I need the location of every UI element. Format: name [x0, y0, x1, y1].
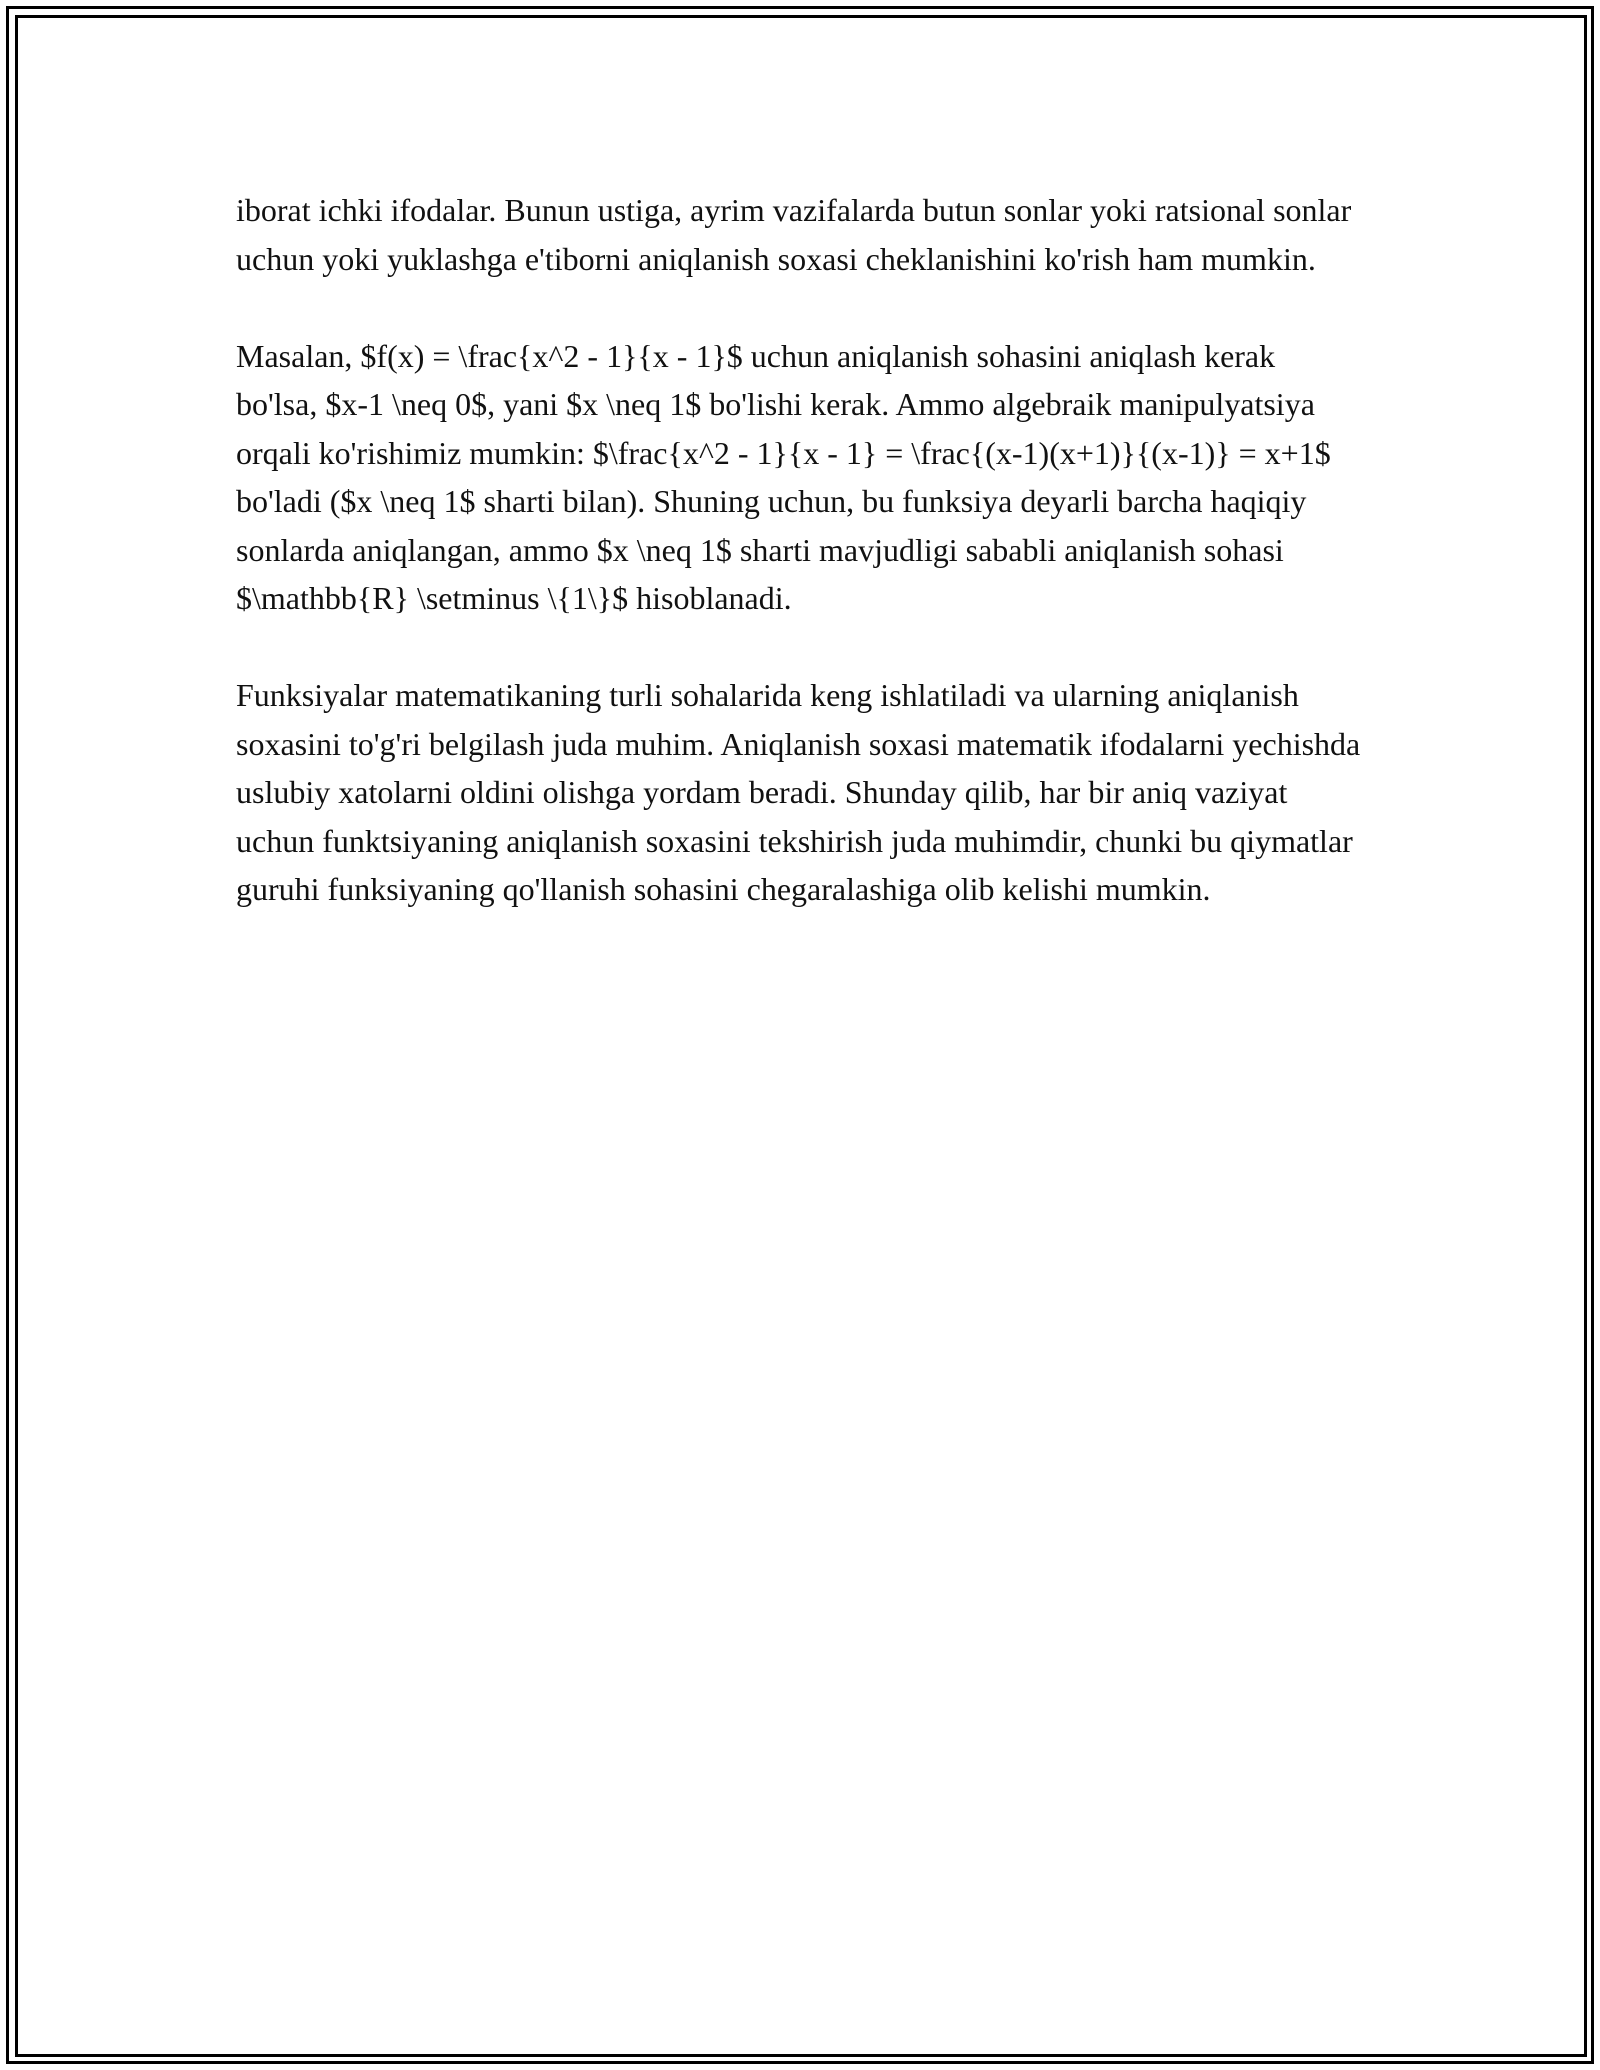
paragraph-1: iborat ichki ifodalar. Bunun ustiga, ayrim vazifalarda butun sonlar yoki ratsional sonlar uchun yoki yuklashga e'tiborni aniqlanish soxasi cheklanishini ko'rish ham mumkin.: [236, 192, 1352, 277]
paragraph-3: Funksiyalar matematikaning turli sohalarida keng ishlatiladi va ularning aniqlanish soxasini to'g'ri belgilash juda muhim. Aniqlanish soxasi matematik ifodalarni yechishda uslubiy xatolarni oldini olishga yordam beradi. Shunday qilib, har bir aniq vaziyat uchun funktsiyaning aniqlanish soxasini tekshirish juda muhimdir, chunki bu qiymatlar guruhi funksiyaning qo'llanish sohasini chegaralashiga olib kelishi mumkin.: [236, 677, 1361, 907]
paragraph-2: Masalan, $f(x) = \frac{x^2 - 1}{x - 1}$ uchun aniqlanish sohasini aniqlash kerak bo'lsa, $x-1 \neq 0$, yani $x \neq 1$ bo'lishi kerak. Ammo algebraik manipulyatsiya orqali ko'rishimiz mumkin: $\frac{x^2 - 1}{x - 1} = \frac{(x-1)(x+1)}{(x-1)} = x+1$ bo'ladi ($x \neq 1$ sharti bilan). Shuning uchun, bu funksiya deyarli barcha haqiqiy sonlarda aniqlangan, ammo $x \neq 1$ sharti mavjudligi sababli aniqlanish sohasi $\mathbb{R} \setminus \{1\}$ hisoblanadi.: [236, 337, 1331, 616]
document-body: [236, 186, 1364, 914]
